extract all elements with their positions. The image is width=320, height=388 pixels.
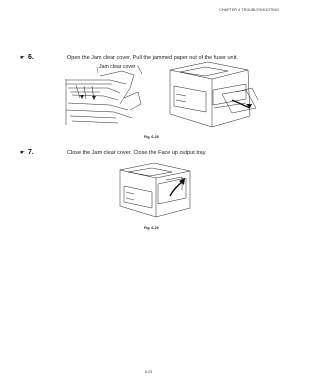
step-7-text: Close the Jam clear cover. Close the Face up output tray. <box>67 150 207 156</box>
pointing-hand-icon: ☛ <box>20 55 25 61</box>
page-number: 6-23 <box>145 370 153 374</box>
step-6-number: 6. <box>28 54 34 61</box>
figure-6-28-caption: Fig. 6-28 <box>144 135 159 139</box>
figure-6-29-caption: Fig. 6-29 <box>144 226 159 230</box>
chapter-header: CHAPTER 6 TROUBLESHOOTING <box>219 8 279 12</box>
step-7-number: 7. <box>28 149 34 156</box>
jam-clear-cover-callout: Jam clear cover <box>99 64 136 70</box>
step-6-text: Open the Jam clear cover. Pull the jammed paper out of the fuser unit. <box>67 55 238 61</box>
pointing-hand-icon: ☛ <box>20 150 25 156</box>
